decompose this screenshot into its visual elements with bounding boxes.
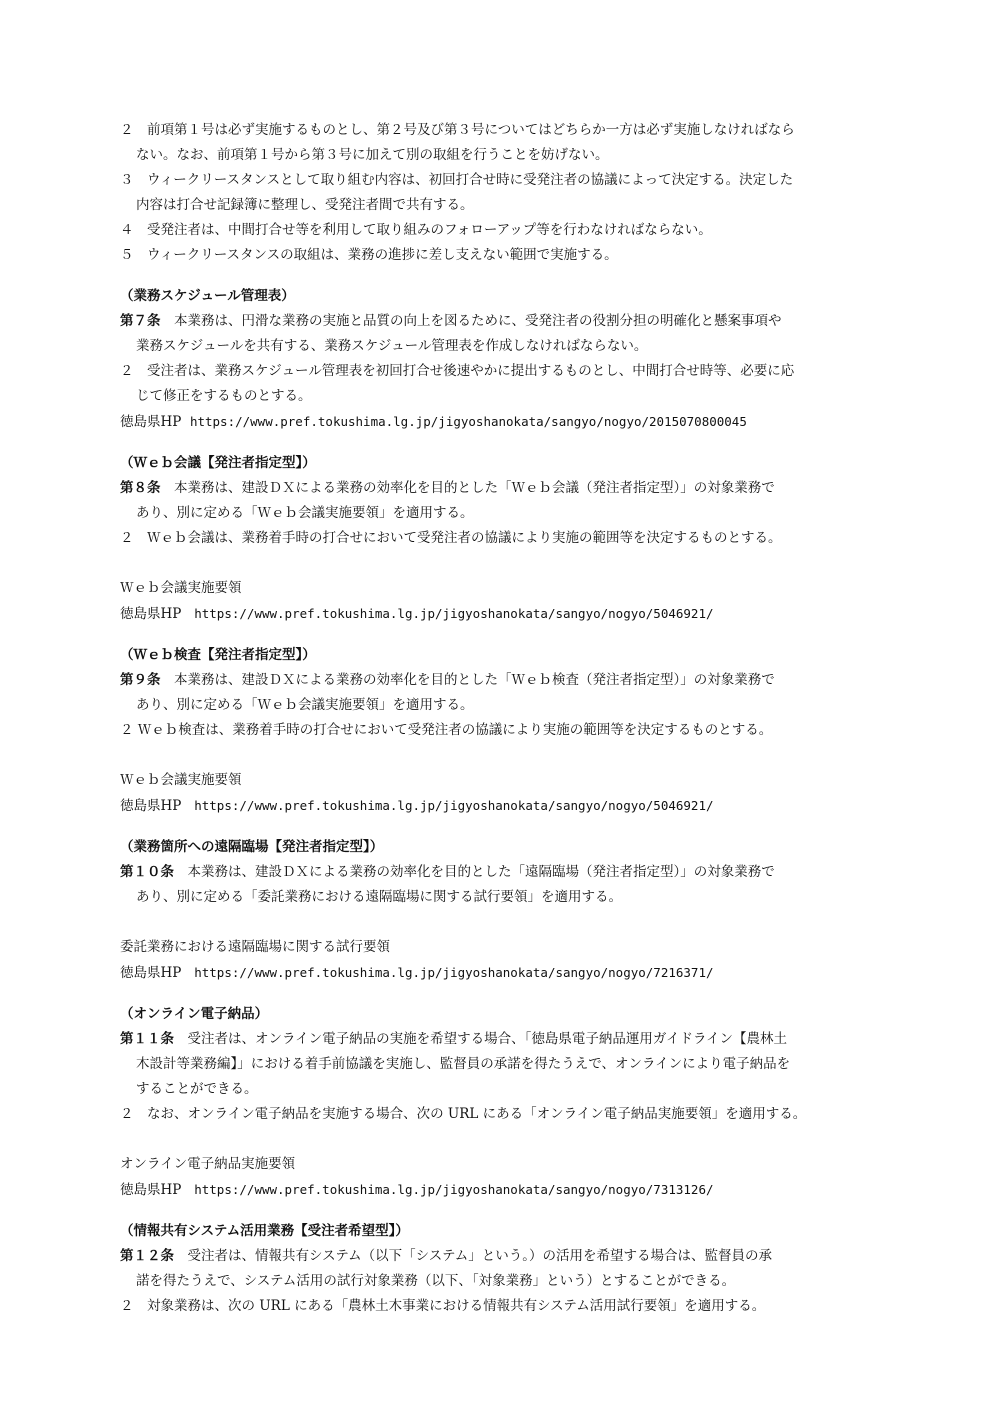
article-text: 受注者は、オンライン電子納品の実施を希望する場合、「徳島県電子納品運用ガイドライン【農林土 (174, 1031, 788, 1047)
paragraph-line: あり、別に定める「Ｗｅｂ会議実施要領」を適用する。 (136, 697, 474, 713)
article-7-line (120, 309, 890, 334)
paragraph-line: 諾を得たうえで、システム活用の試行対象業務（以下、「対象業務」という）とすることができる。 (136, 1273, 736, 1289)
reference-link[interactable]: https://www.pref.tokushima.lg.jp/jigyoshanokata/sangyo/nogyo/7313126/ (194, 1182, 714, 1197)
paragraph-line: ５ ウィークリースタンスの取組は、業務の進捗に差し支えない範囲で実施する。 (120, 247, 618, 263)
paragraph-line: 木設計等業務編】」における着手前協議を実施し、監督員の承諾を得たうえで、オンラインにより電子納品を (136, 1056, 791, 1072)
site-label: 徳島県HP (120, 965, 182, 981)
section-heading-web-meeting: （Ｗｅｂ会議【発注者指定型】） (120, 455, 316, 471)
article-number: 第１０条 (120, 864, 174, 880)
article-number: 第７条 (120, 313, 161, 329)
article-number: 第１２条 (120, 1248, 174, 1264)
site-label: 徳島県HP (120, 606, 182, 622)
reference-link[interactable]: https://www.pref.tokushima.lg.jp/jigyoshanokata/sangyo/nogyo/5046921/ (194, 798, 714, 813)
section-heading-web-inspection: （Ｗｅｂ検査【発注者指定型】） (120, 647, 316, 663)
document-title: Ｗｅｂ会議実施要領 (120, 580, 242, 596)
paragraph-line: ２ 前項第１号は必ず実施するものとし、第２号及び第３号についてはどちらか一方は必ず実施しなければなら (120, 122, 795, 138)
article-number: 第１１条 (120, 1031, 174, 1047)
document-title: 委託業務における遠隔臨場に関する試行要領 (120, 939, 390, 955)
article-number: 第９条 (120, 672, 161, 688)
paragraph-line: ２ なお、オンライン電子納品を実施する場合、次の URL にある「オンライン電子納品実施要領」を適用する。 (120, 1106, 807, 1122)
reference-line (120, 960, 890, 986)
article-number: 第８条 (120, 480, 161, 496)
article-text: 本業務は、円滑な業務の実施と品質の向上を図るために、受発注者の役割分担の明確化と懸案事項や (160, 313, 782, 329)
article-text: 受注者は、情報共有システム（以下「システム」という。）の活用を希望する場合は、監督員の承 (174, 1248, 773, 1264)
article-8-line (120, 476, 890, 501)
paragraph-line: 業務スケジュールを共有する、業務スケジュール管理表を作成しなければならない。 (136, 338, 648, 354)
reference-link[interactable]: https://www.pref.tokushima.lg.jp/jigyoshanokata/sangyo/nogyo/2015070800045 (189, 414, 747, 429)
article-12-line (120, 1244, 890, 1269)
reference-line (120, 601, 890, 627)
paragraph-line: ４ 受発注者は、中間打合せ等を利用して取り組みのフォローアップ等を行わなければならない。 (120, 222, 712, 238)
site-label: 徳島県HP (120, 798, 182, 814)
reference-line (120, 1177, 890, 1203)
paragraph-line: あり、別に定める「委託業務における遠隔臨場に関する試行要領」を適用する。 (136, 889, 622, 905)
paragraph-line: あり、別に定める「Ｗｅｂ会議実施要領」を適用する。 (136, 505, 474, 521)
paragraph-line: じて修正をするものとする。 (136, 388, 312, 404)
paragraph-line: ３ ウィークリースタンスとして取り組む内容は、初回打合せ時に受発注者の協議によって決定する。決定した (120, 172, 794, 188)
reference-line (120, 409, 890, 435)
paragraph-line: ２ 対象業務は、次の URL にある「農林土木事業における情報共有システム活用試行要領」を適用する。 (120, 1298, 766, 1314)
article-text: 本業務は、建設ＤＸによる業務の効率化を目的とした「Ｗｅｂ検査（発注者指定型）」の対象業務で (160, 672, 775, 688)
article-10-line (120, 860, 890, 885)
paragraph-line: することができる。 (136, 1081, 258, 1097)
paragraph-line: ２ 受注者は、業務スケジュール管理表を初回打合せ後速やかに提出するものとし、中間打合せ時等、必要に応 (120, 363, 795, 379)
reference-link[interactable]: https://www.pref.tokushima.lg.jp/jigyoshanokata/sangyo/nogyo/7216371/ (194, 965, 714, 980)
paragraph-line: ない。なお、前項第１号から第３号に加えて別の取組を行うことを妨げない。 (136, 147, 609, 163)
site-label: 徳島県HP (120, 1182, 182, 1198)
paragraph-line: 内容は打合せ記録簿に整理し、受発注者間で共有する。 (136, 197, 474, 213)
section-heading-schedule: （業務スケジュール管理表） (120, 288, 295, 304)
section-heading-online-delivery: （オンライン電子納品） (120, 1006, 269, 1022)
article-text: 本業務は、建設ＤＸによる業務の効率化を目的とした「Ｗｅｂ会議（発注者指定型）」の対象業務で (160, 480, 775, 496)
document-title: Ｗｅｂ会議実施要領 (120, 772, 242, 788)
article-11-line (120, 1027, 890, 1052)
site-label: 徳島県HP (120, 414, 182, 430)
article-text: 本業務は、建設ＤＸによる業務の効率化を目的とした「遠隔臨場（発注者指定型）」の対象業務で (174, 864, 775, 880)
document-page (120, 118, 890, 1319)
article-9-line (120, 668, 890, 693)
paragraph-line: ２ Ｗｅｂ検査は、業務着手時の打合せにおいて受発注者の協議により実施の範囲等を決定するものとする。 (120, 722, 773, 738)
reference-line (120, 793, 890, 819)
section-heading-remote-attendance: （業務箇所への遠隔臨場【発注者指定型】） (120, 839, 384, 855)
reference-link[interactable]: https://www.pref.tokushima.lg.jp/jigyoshanokata/sangyo/nogyo/5046921/ (194, 606, 714, 621)
section-heading-info-sharing: （情報共有システム活用業務【受注者希望型】） (120, 1223, 409, 1239)
paragraph-line: ２ Ｗｅｂ会議は、業務着手時の打合せにおいて受発注者の協議により実施の範囲等を決定するものとする。 (120, 530, 782, 546)
document-title: オンライン電子納品実施要領 (120, 1156, 296, 1172)
